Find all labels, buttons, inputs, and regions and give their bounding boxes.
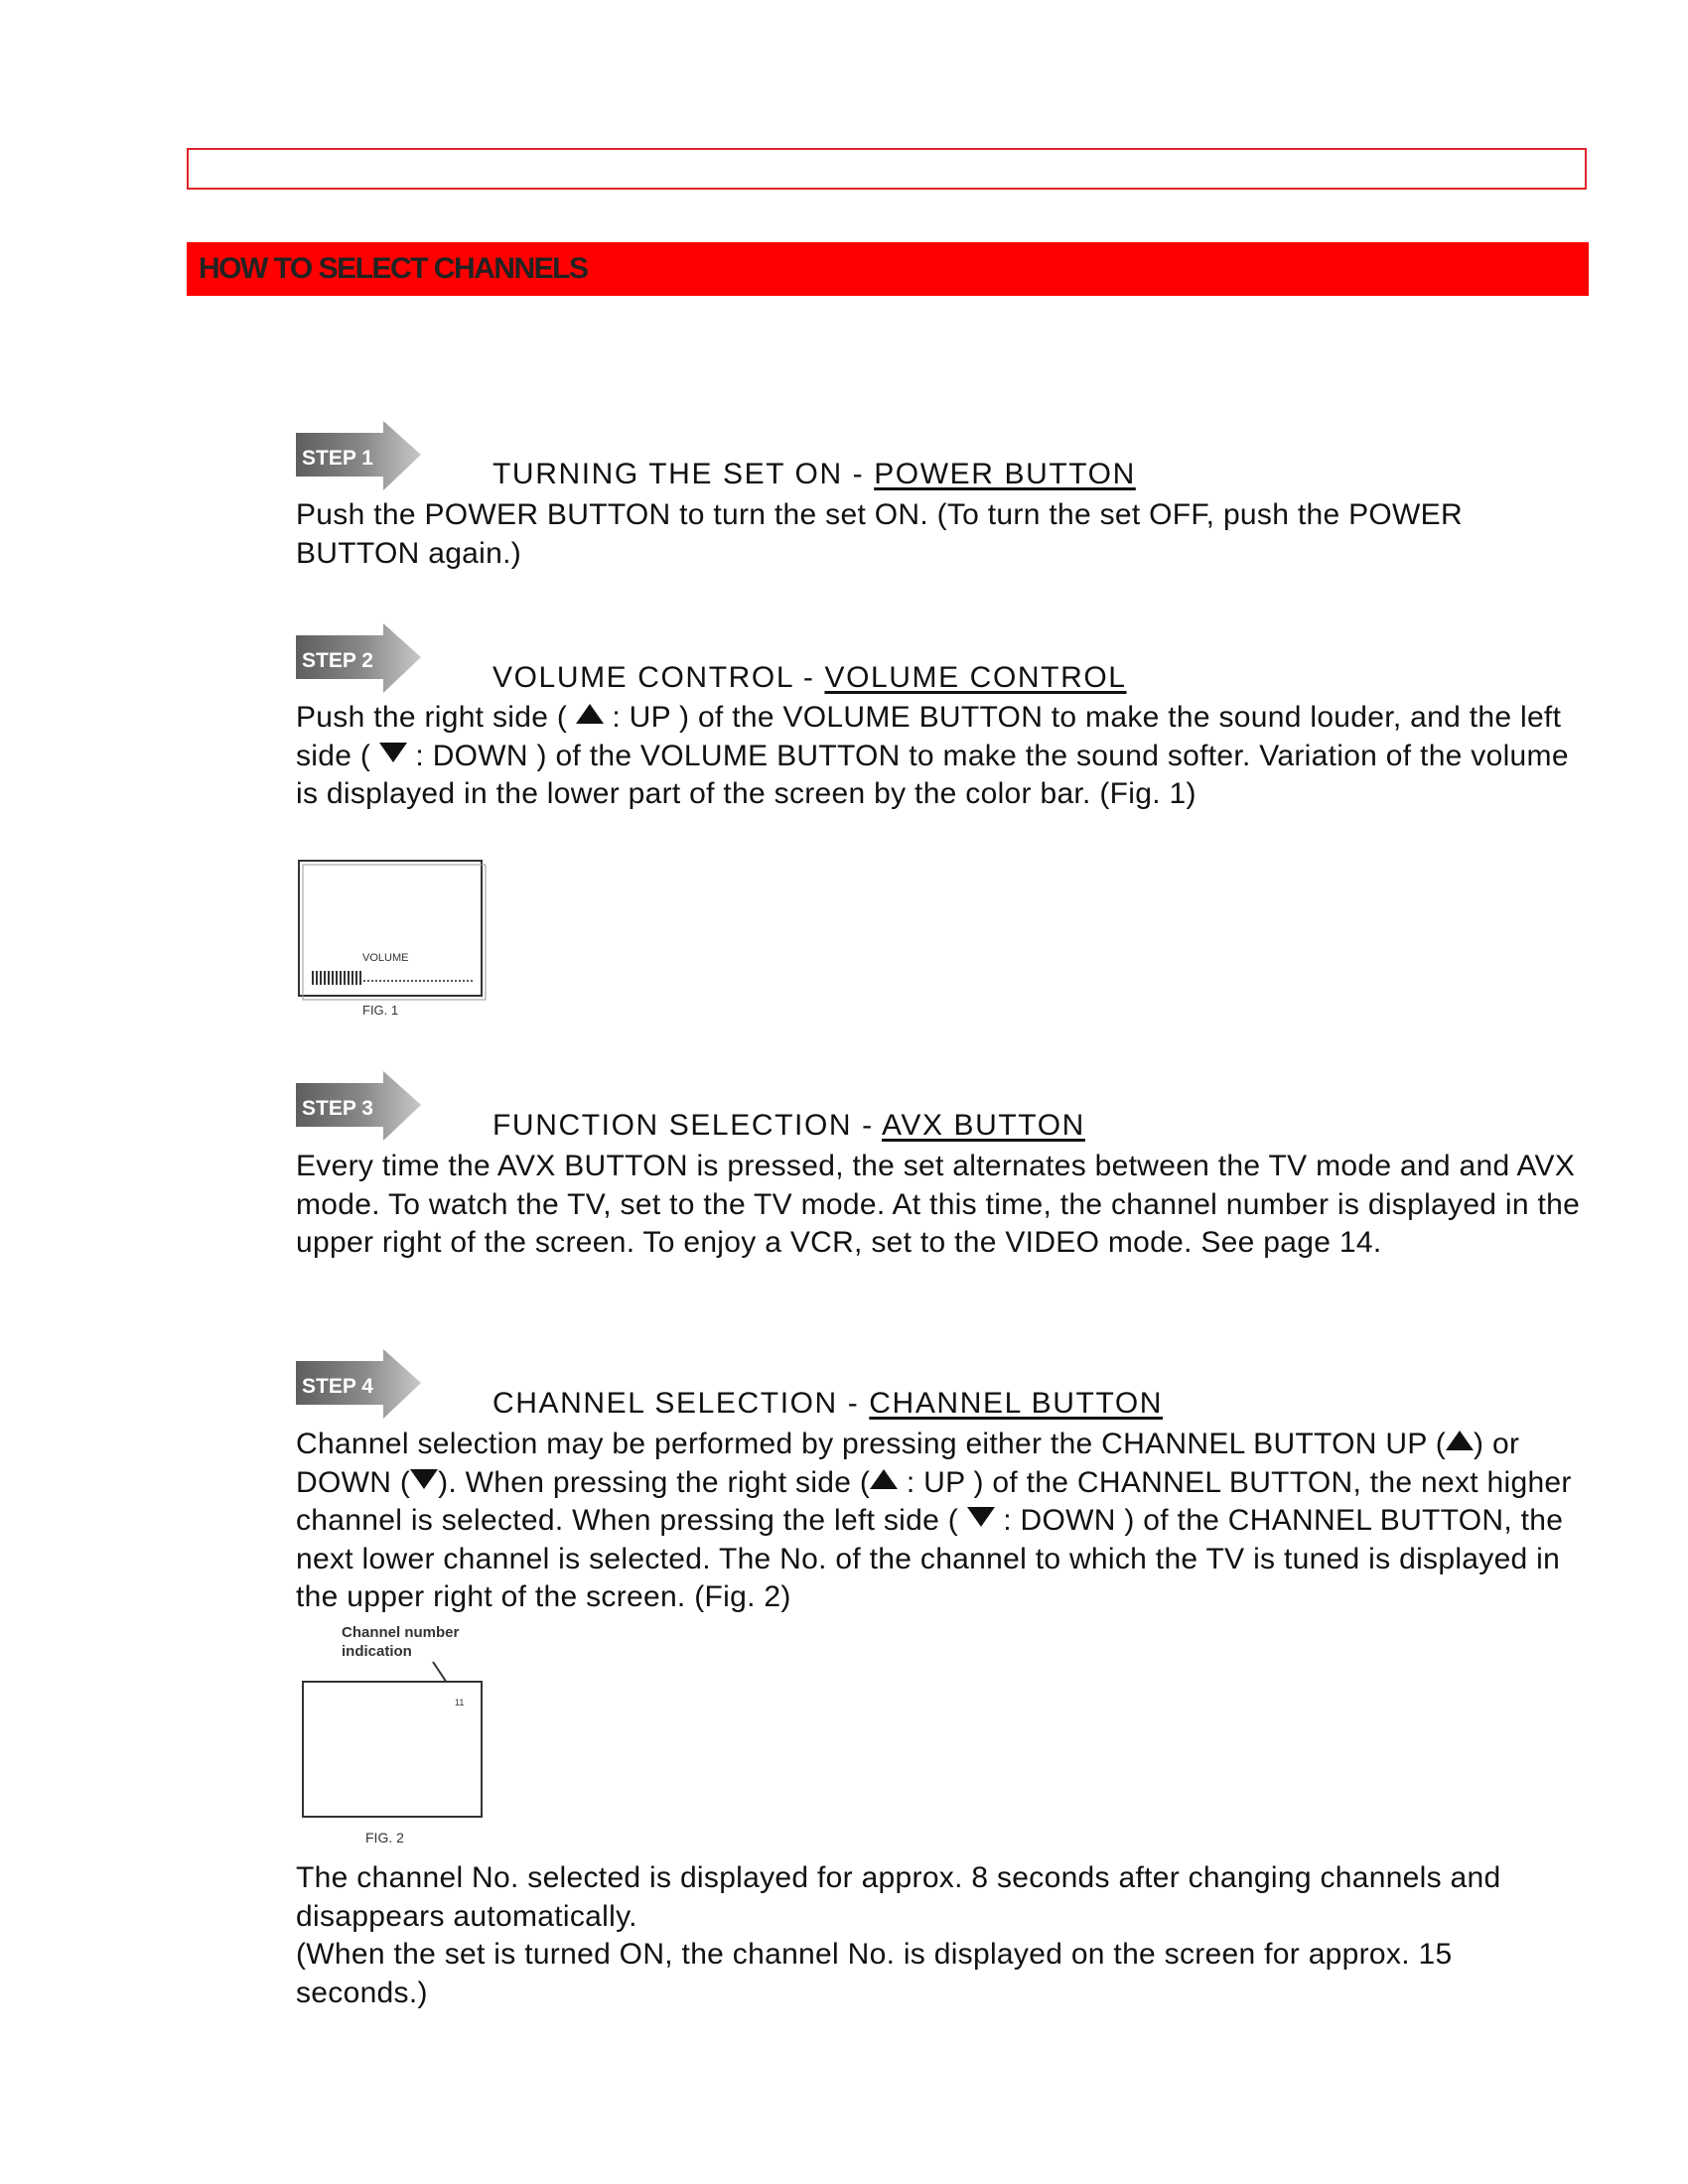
channel-button-link[interactable]: CHANNEL BUTTON [869,1387,1164,1420]
step-1-body: Push the POWER BUTTON to turn the set ON. (To turn the set OFF, push the POWER BUTTON again.) [296,498,1463,570]
step-3-heading-text: FUNCTION SELECTION - [492,1109,882,1142]
step-4-heading [492,1387,1163,1421]
power-button-link[interactable]: POWER BUTTON [874,458,1136,490]
up-triangle-icon [576,704,604,724]
channel-indication-label-line1: Channel number [342,1624,460,1641]
channel-number-indicator: 11 [455,1698,465,1707]
step-1-heading-text: TURNING THE SET ON - [492,458,875,490]
step-4-heading-text: CHANNEL SELECTION - [492,1387,870,1420]
down-triangle-icon [410,1469,438,1489]
step-3-badge-label: STEP 3 [302,1097,373,1120]
down-triangle-icon [967,1507,995,1527]
header-frame [187,148,1587,190]
step-4-body-part: : DOWN ) of the CHANNEL BUTTON, the next lower channel is selected. The No. of the channel to which the TV is tuned is displayed in the upper right of the screen. (Fig. 2) [296,1504,1564,1613]
channel-indication-label-line2: indication [342,1643,412,1660]
step-2-badge-label: STEP 2 [302,649,373,672]
step-1-arrow-icon [296,421,425,490]
step-4-body-part: Channel selection may be performed by pressing either the CHANNEL BUTTON UP ( [296,1428,1447,1460]
note-line-1: The channel No. selected is displayed for approx. 8 seconds after changing channels and disappears automatically. [296,1861,1501,1933]
step-1-badge-label: STEP 1 [302,447,373,470]
step-2-body [296,699,1587,814]
step-2-heading-text: VOLUME CONTROL - [492,661,825,694]
step-4-body-part: : UP ) of the CHANNEL BUTTON, the next higher channel is selected. When pressing the left side ( [296,1465,1572,1537]
step-1-heading [492,458,1136,491]
step-2-body-part: : UP ) of the VOLUME BUTTON to make the sound louder, and the left side ( [296,701,1562,772]
up-triangle-icon [870,1469,898,1489]
volume-screen-label: VOLUME [362,952,409,964]
step-3-heading [492,1109,1085,1143]
title-bar [187,242,1589,296]
down-triangle-icon [379,743,407,762]
step-4-body-part: ). When pressing the right side ( [438,1465,871,1499]
step-4-body-part: ) or DOWN ( [296,1428,1520,1499]
step-2-heading [492,661,1127,695]
figure-1-caption: FIG. 1 [362,1003,399,1018]
page-title: HOW TO SELECT CHANNELS [199,252,588,285]
step-2-body-part: : DOWN ) of the VOLUME BUTTON to make the sound softer. Variation of the volume is displayed in the lower part of the screen by the color bar. (Fig. 1) [296,739,1569,810]
figure-2-caption: FIG. 2 [365,1830,404,1845]
figure-1-volume-screen [296,858,491,1021]
step-4-badge-label: STEP 4 [302,1375,373,1398]
step-4-arrow-icon [296,1349,425,1419]
step-4-body [296,1426,1587,1617]
up-triangle-icon [1446,1431,1474,1450]
step-2-body-part: Push the right side ( [296,701,576,734]
figure-2-channel-screen [296,1622,494,1852]
avx-button-link[interactable]: AVX BUTTON [881,1109,1085,1142]
volume-control-link[interactable]: VOLUME CONTROL [824,661,1127,694]
note-line-2: (When the set is turned ON, the channel No. is displayed on the screen for approx. 15 seconds.) [296,1938,1453,2009]
step-3-body: Every time the AVX BUTTON is pressed, the set alternates between the TV mode and and AVX mode. To watch the TV, set to the TV mode. At this time, the channel number is displayed in the upper right of the screen. To enjoy a VCR, set to the VIDEO mode. See page 14. [296,1150,1581,1259]
step-2-arrow-icon [296,623,425,693]
step-3-arrow-icon [296,1071,425,1141]
